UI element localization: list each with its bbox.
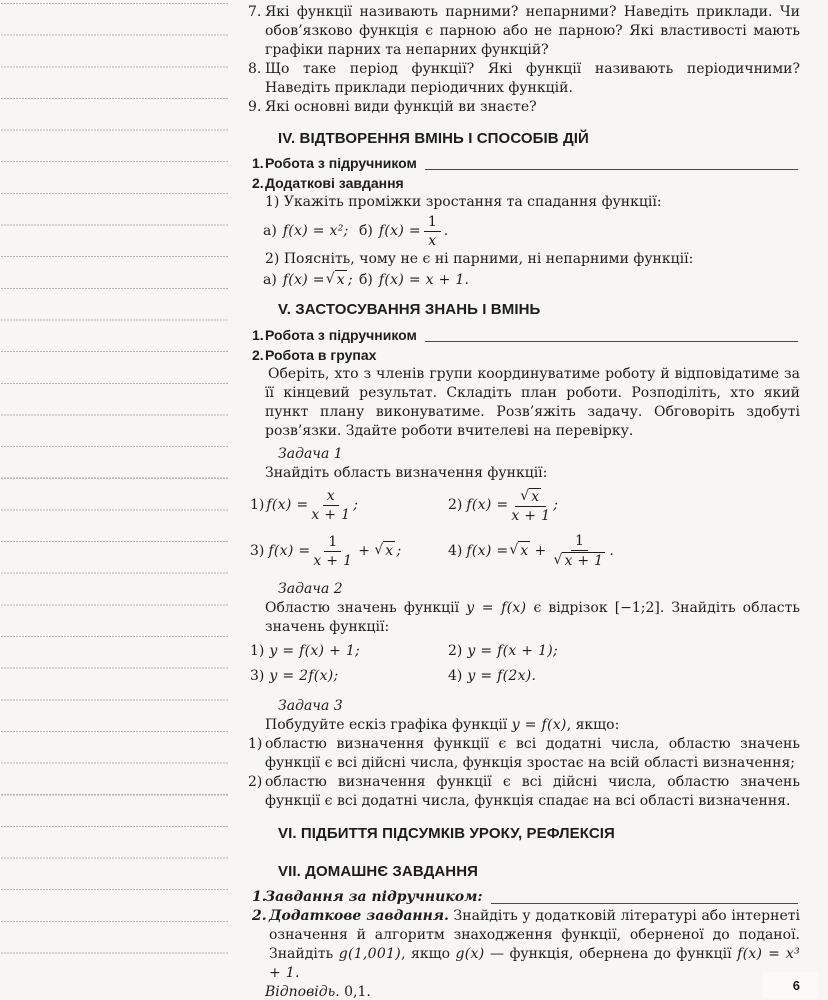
item-number: 2. <box>252 175 264 191</box>
item-text: Знайдіть у додатковій літературі або інтернеті означення й алгоритм знаходження функції, оберненої до поданої. Знайдіть <box>269 908 800 962</box>
formula-b <box>359 214 449 249</box>
item-text: , якщо <box>401 946 456 962</box>
intro-text: Побудуйте ескіз графіка функції <box>265 717 512 733</box>
radicand: x <box>385 543 394 559</box>
formula: f(x) = x + 1. <box>378 271 470 288</box>
square-root <box>326 270 347 290</box>
fill-in-line <box>425 327 798 342</box>
square-root <box>554 552 606 569</box>
fill-in-line <box>491 889 798 904</box>
task2-item-1 <box>250 642 448 661</box>
formula-end: ; <box>553 497 559 513</box>
formula-end: ; <box>396 542 402 559</box>
radical-sign: √ <box>509 542 519 558</box>
radical-sign: √ <box>325 271 335 287</box>
inline-math: y = f(x) <box>466 600 527 616</box>
fraction <box>511 488 550 524</box>
section-vii-title: VII. ДОМАШНЄ ЗАВДАННЯ <box>278 863 479 880</box>
formula-label: а) <box>263 271 277 288</box>
question-number: 9. <box>248 99 262 115</box>
task1-item-2 <box>448 488 558 524</box>
radicand: x <box>520 543 529 559</box>
fraction-numerator <box>515 488 546 507</box>
fraction-denominator: x <box>428 232 437 249</box>
item-number: 4) <box>448 668 463 684</box>
page-number-value: 6 <box>792 977 800 993</box>
inline-math: f(x) = x³ + 1. <box>269 946 800 981</box>
item-number: 1) <box>250 643 265 659</box>
answer-label: Відповідь. <box>265 984 340 1000</box>
item-number: 3) <box>250 668 265 684</box>
formula-row <box>263 212 800 250</box>
formula: f(x) = x²; <box>282 222 349 239</box>
item-label: Робота з підручником <box>265 155 417 171</box>
task1-row-2 <box>250 528 800 574</box>
square-root <box>509 541 530 561</box>
square-root <box>374 541 395 561</box>
radical-sign: √ <box>520 487 530 504</box>
section-iv-item-2 <box>252 173 800 193</box>
section-iv-item-1 <box>252 153 800 173</box>
task1-item-1 <box>250 488 448 523</box>
formula-end: . <box>609 542 615 559</box>
item-label: Завдання за підручником: <box>265 889 483 905</box>
item-number: 1) <box>250 497 265 513</box>
lesson-content <box>248 0 800 1000</box>
task2-title: Задача 2 <box>278 581 343 597</box>
fraction-denominator: x + 1 <box>511 507 551 524</box>
task3-title: Задача 3 <box>278 698 343 714</box>
formula: f(x) = <box>378 222 421 239</box>
question-number: 7. <box>248 4 262 20</box>
section-v-item-1 <box>252 325 800 345</box>
item-number: 2) <box>448 497 463 513</box>
intro-text: Областю значень функції <box>265 600 467 616</box>
task1-item-4 <box>448 533 614 569</box>
formula-b <box>359 271 469 290</box>
task3-item-1 <box>248 735 800 773</box>
question-text: Що таке період функції? Які функції називають періодичними? Наведіть приклади періодичних функцій. <box>265 61 800 96</box>
fraction <box>311 488 350 523</box>
item-number: 2. <box>252 347 264 363</box>
question-item <box>248 98 800 117</box>
fraction <box>553 533 607 569</box>
fraction <box>313 534 352 569</box>
answer-line <box>265 983 800 1000</box>
fraction-numerator: 1 <box>324 534 341 552</box>
fraction-denominator <box>553 551 607 569</box>
item-number: 1. <box>252 889 267 905</box>
fraction <box>424 214 441 249</box>
formula-end: ; <box>353 497 359 513</box>
item-label: Додаткове завдання. <box>269 908 449 924</box>
radical-sign: √ <box>374 542 384 558</box>
item-number: 2. <box>252 908 267 924</box>
formula-end: ; <box>347 271 353 288</box>
radicand: x + 1 <box>564 553 604 569</box>
formula-label: б) <box>359 222 373 239</box>
subtask-text: 1) Укажіть проміжки зростання та спадання функції: <box>265 194 662 210</box>
formula: f(x) = <box>466 497 509 513</box>
fraction-denominator: x + 1 <box>311 507 351 523</box>
task2-row-2 <box>250 664 800 689</box>
square-root <box>520 488 541 505</box>
fill-in-line <box>425 155 798 170</box>
task2-item-4 <box>448 667 536 686</box>
item-label: Додаткові завдання <box>265 175 404 191</box>
formula: y = 2f(x); <box>269 668 339 684</box>
task1-row-1 <box>250 483 800 528</box>
item-label: Робота в групах <box>265 347 377 363</box>
item-text: областю визначення функції є всі додатні числа, областю значень функції є всі дійсні числа, функція зростає на всій області визначення; <box>265 736 800 771</box>
fraction-numerator: x <box>323 488 339 506</box>
task3-item-2 <box>248 773 800 811</box>
task1-intro: Знайдіть область визначення функції: <box>265 465 548 481</box>
formula-label: б) <box>359 271 373 288</box>
radicand: x <box>336 272 345 288</box>
task1-title: Задача 1 <box>278 446 343 462</box>
task3-intro <box>265 716 800 735</box>
page-number <box>763 972 818 998</box>
radicand: x <box>531 488 540 505</box>
item-number: 2) <box>248 774 263 790</box>
radical-sign: √ <box>553 552 563 568</box>
formula: f(x) = <box>282 271 325 288</box>
intro-text: Знайдіть область значень функції: <box>265 600 800 635</box>
item-number: 1) <box>248 736 263 752</box>
section-v-title: V. ЗАСТОСУВАННЯ ЗНАНЬ І ВМІНЬ <box>278 301 541 318</box>
item-number: 2) <box>448 643 463 659</box>
section-v-item-2 <box>252 345 800 365</box>
section-vii-item-2 <box>252 907 800 983</box>
item-text: областю визначення функції є всі дійсні числа, областю значень функції є всі додатні числа, функція спадає на всі області визначення. <box>265 774 800 809</box>
section-vii-item-1 <box>252 887 800 907</box>
task2-intro <box>265 599 800 637</box>
task2-item-2 <box>448 642 558 661</box>
inline-math: g(1,001) <box>338 946 402 962</box>
group-work-paragraph: Оберіть, хто з членів групи координуватиме роботу й відповідатиме за її кінцевий результат. Складіть план роботи. Розподіліть, хто який пункт плану виконуватиме. Розв’яжіть задачу. Обговоріть здобуті розв’язки. Здайте роботи вчителеві на перевірку. <box>265 366 800 439</box>
fraction-numerator: 1 <box>424 214 441 232</box>
inline-math: g(x) <box>455 946 485 962</box>
item-number: 1. <box>252 327 264 343</box>
item-label: Робота з підручником <box>265 327 417 343</box>
subtask-text: 2) Поясніть, чому не є ні парними, ні непарними функції: <box>265 251 694 267</box>
task1-item-3 <box>250 534 448 569</box>
section-iv-title: IV. ВІДТВОРЕННЯ ВМІНЬ І СПОСОБІВ ДІЙ <box>278 130 589 147</box>
formula: y = f(2x). <box>467 668 537 684</box>
fraction-numerator: 1 <box>571 533 588 551</box>
formula-end: . <box>443 222 449 239</box>
item-number: 3) <box>250 542 265 559</box>
formula-a <box>263 270 359 290</box>
plus-sign: + <box>358 542 371 559</box>
formula-label: а) <box>263 222 277 239</box>
formula: f(x) = <box>466 542 509 559</box>
formula: f(x) = <box>268 542 311 559</box>
plus-sign: + <box>534 542 547 559</box>
question-text: Які функції називають парними? непарними? Наведіть приклади. Чи обов’язково функція є парною або не парною? Які властивості мають графіки парних та непарних функцій? <box>265 4 800 58</box>
item-number: 4) <box>448 542 463 559</box>
intro-text: , якщо: <box>566 717 620 733</box>
formula-row <box>263 269 800 291</box>
formula: y = f(x + 1); <box>467 643 559 659</box>
section-vi-title: VI. ПІДБИТТЯ ПІДСУМКІВ УРОКУ, РЕФЛЕКСІЯ <box>278 825 615 842</box>
formula: y = f(x) + 1; <box>269 643 361 659</box>
item-text: — функція, обернена до функції <box>484 946 738 962</box>
task2-row-1 <box>250 639 800 664</box>
answer-value: 0,1. <box>344 984 371 1000</box>
formula-a <box>263 222 359 241</box>
item-number: 1. <box>252 155 264 171</box>
task2-item-3 <box>250 667 448 686</box>
notes-ruled-lines <box>0 3 228 955</box>
inline-math: y = f(x) <box>511 717 567 733</box>
question-item <box>248 3 800 60</box>
question-number: 8. <box>248 61 262 77</box>
question-text: Які основні види функцій ви знаєте? <box>265 99 537 115</box>
formula: f(x) = <box>266 497 309 513</box>
question-item <box>248 60 800 98</box>
fraction-denominator: x + 1 <box>313 552 353 569</box>
intro-text: є відрізок <box>526 600 615 616</box>
interval: [−1;2]. <box>614 600 665 616</box>
